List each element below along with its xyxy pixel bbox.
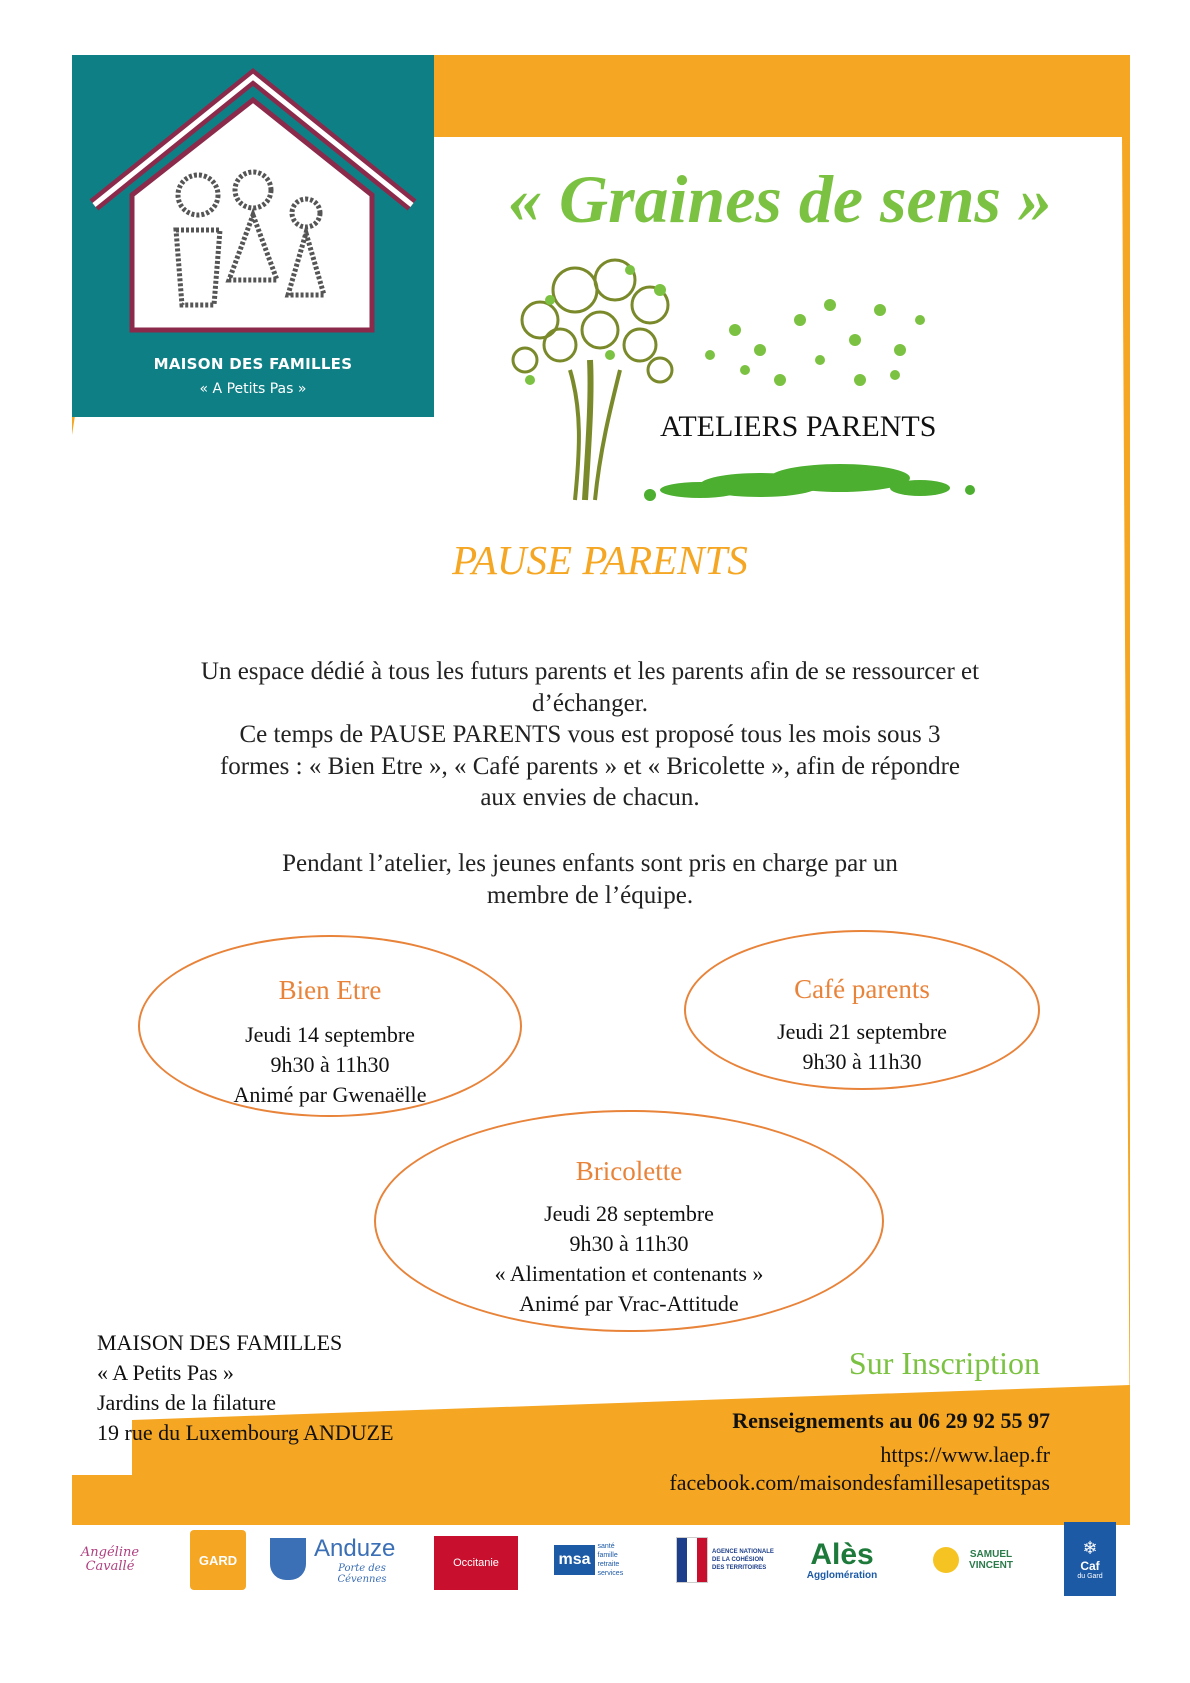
website-link[interactable]: https://www.laep.fr xyxy=(880,1442,1050,1467)
event-host: Animé par Gwenaëlle xyxy=(233,1082,427,1107)
event-date: Jeudi 14 septembre xyxy=(245,1022,415,1047)
event-bien-etre xyxy=(138,935,522,1117)
address-line: Jardins de la filature xyxy=(97,1390,276,1415)
intro-line: Pendant l’atelier, les jeunes enfants sont pris en charge par un xyxy=(282,850,898,877)
inscription-label: Sur Inscription xyxy=(848,1345,1040,1381)
event-theme: « Alimentation et contenants » xyxy=(494,1261,764,1286)
sun-icon xyxy=(933,1547,959,1573)
sponsor-anduze: Anduze Porte des Cévennes xyxy=(270,1530,410,1590)
maison-des-familles-logo xyxy=(72,55,434,417)
ateliers-parents-label: ATELIERS PARENTS xyxy=(660,410,937,443)
sponsor-gard: GARD xyxy=(190,1530,246,1590)
intro-line: d’échanger. xyxy=(532,689,648,717)
event-cafe-parents xyxy=(684,930,1040,1090)
sponsor-ales: Alès Agglomération xyxy=(806,1537,878,1581)
address-line: « A Petits Pas » xyxy=(97,1360,234,1385)
event-bricolette xyxy=(374,1110,884,1332)
pause-parents-heading: PAUSE PARENTS xyxy=(452,537,748,583)
event-host: Animé par Vrac-Attitude xyxy=(519,1291,739,1316)
event-time: 9h30 à 11h30 xyxy=(802,1049,922,1074)
sponsor-angeline-cavalle: Angéline Cavallé xyxy=(80,1545,140,1574)
event-name: Bricolette xyxy=(575,1156,683,1186)
intro-line: aux envies de chacun. xyxy=(480,784,700,811)
address-line: MAISON DES FAMILLES xyxy=(97,1330,343,1355)
event-name: Bien Etre xyxy=(278,975,382,1005)
event-date: Jeudi 21 septembre xyxy=(777,1019,947,1044)
intro-line: Un espace dédié à tous les futurs parents et les parents afin de se ressourcer et xyxy=(200,658,980,685)
sponsor-msa: msa santé famille retraite services xyxy=(550,1530,640,1590)
sponsor-anct: AGENCE NATIONALE DE LA COHÉSION DES TERRITOIRES xyxy=(675,1530,775,1590)
facebook-link[interactable]: facebook.com/maisondesfamillesapetitspas xyxy=(669,1470,1050,1495)
phone-info: Renseignements au 06 29 92 55 97 xyxy=(732,1408,1050,1433)
sponsor-caf: ❄ Caf du Gard xyxy=(1064,1522,1116,1596)
logo-subtitle: « A Petits Pas » xyxy=(199,381,307,397)
event-date: Jeudi 28 septembre xyxy=(544,1201,714,1226)
page-title: « Graines de sens » xyxy=(507,161,1053,237)
sponsor-occitanie: Occitanie xyxy=(434,1536,518,1590)
logo-title: MAISON DES FAMILLES xyxy=(153,355,353,373)
childcare-paragraph xyxy=(140,848,1040,911)
address-line: 19 rue du Luxembourg ANDUZE xyxy=(97,1420,394,1445)
event-time: 9h30 à 11h30 xyxy=(569,1231,689,1256)
intro-line: membre de l’équipe. xyxy=(486,881,694,909)
tree-illustration xyxy=(500,250,1020,520)
intro-line: formes : « Bien Etre », « Café parents » et « Bricolette », afin de répondre xyxy=(219,752,961,780)
castle-icon xyxy=(270,1538,306,1580)
house-icon xyxy=(72,55,434,355)
marianne-icon xyxy=(676,1537,708,1583)
event-time: 9h30 à 11h30 xyxy=(270,1052,390,1077)
intro-paragraph xyxy=(140,656,1040,814)
sponsor-samuel-vincent: SAMUEL VINCENT xyxy=(928,1530,1024,1590)
event-name: Café parents xyxy=(794,974,930,1004)
intro-line: Ce temps de PAUSE PARENTS vous est proposé tous les mois sous 3 xyxy=(239,721,941,748)
address-block xyxy=(97,1328,394,1448)
snowflake-icon: ❄ xyxy=(1082,1538,1098,1558)
